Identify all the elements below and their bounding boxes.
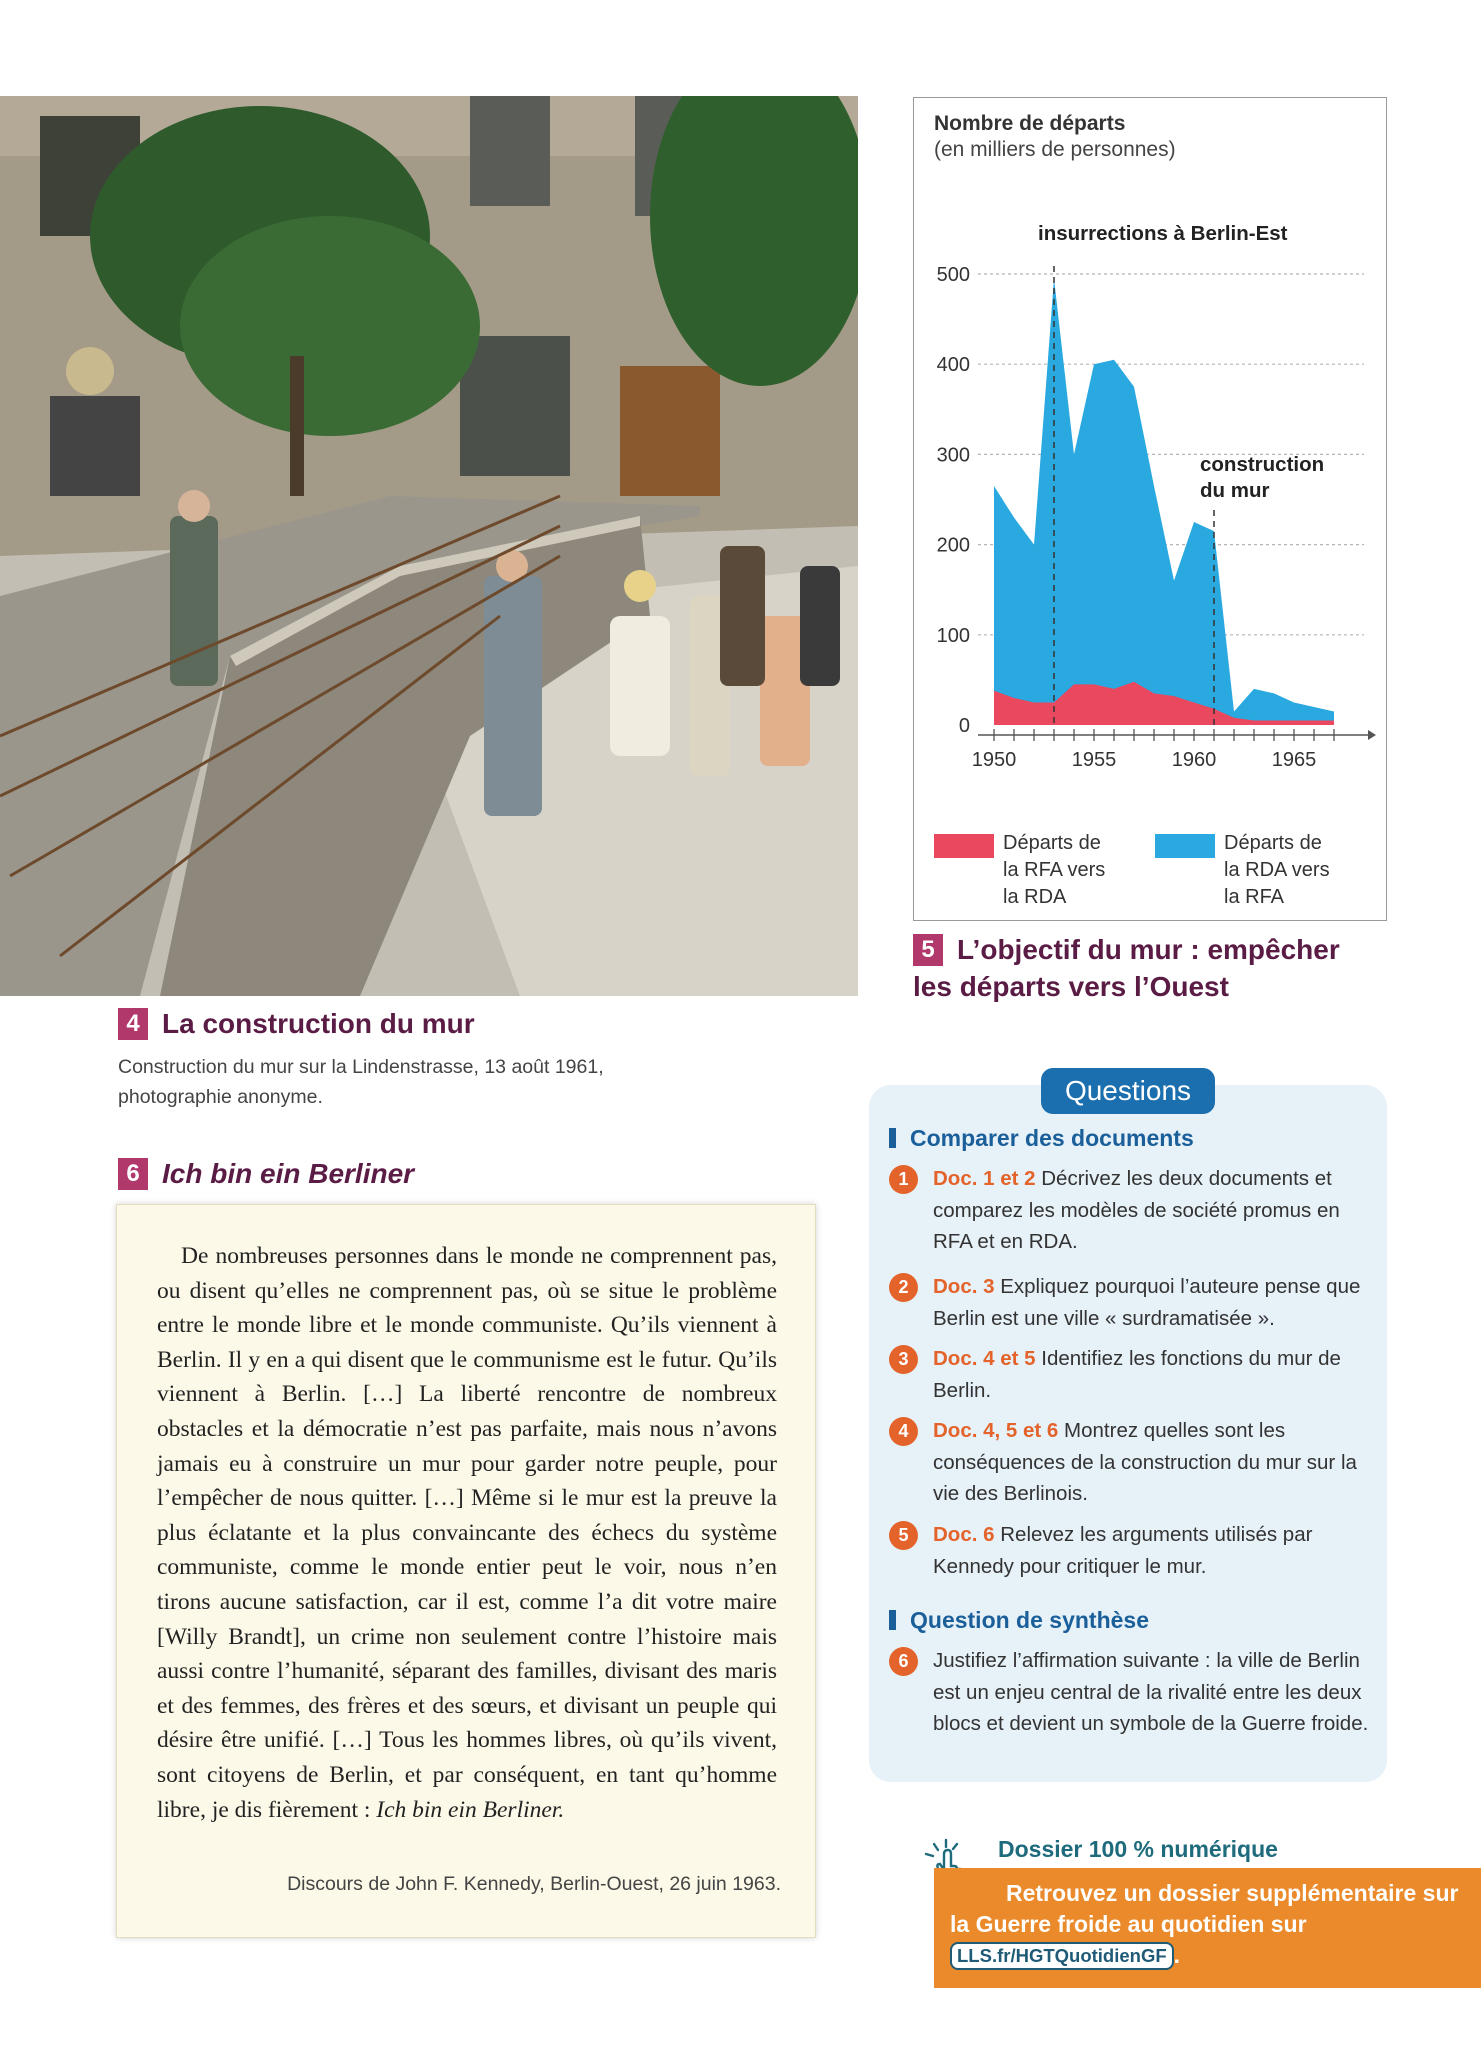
speech-text-main: De nombreuses personnes dans le monde ne comprennent pas, ou disent qu’elles ne comprennent pas, où se situe le problème entre le monde libre et le monde communiste. Qu’ils viennent à Berlin. Il y en a qui disent que le communisme est le futur. Qu’ils viennent à Berlin. […] La liberté rencontre de nombreux obstacles et la démocratie n’est pas parfaite, mais nous n’avons jamais eu à construire un mur pour garder notre peuple, pour l’empêcher de nous quitter. […] Même si le mur est la preuve la plus éclatante et la plus convaincante des échecs du système communiste, comme le monde entier peut le voir, nous n’en tirons aucune satisfaction, car il est, comme l’a dit votre maire [Willy Brandt], un crime non seulement contre l’histoire mais aussi contre l’humanité, séparant des familles, divisant des maris et des femmes, des frères et des sœurs, et divisant un peuple qui désire être unifié. […] Tous les hommes libres, où qu’ils vivent, sont citoyens de Berlin, et par conséquent, en tant qu’homme libre, je dis fièrement : [157, 1243, 777, 1823]
legend-swatch-rfa-rda [934, 834, 994, 858]
question-item [889, 1415, 1379, 1510]
x-axis-arrow [1368, 730, 1376, 740]
annotation-label: insurrections à Berlin-Est [1038, 222, 1288, 245]
photo-berlin-wall-construction [0, 96, 858, 996]
dossier-link[interactable]: LLS.fr/HGTQuotidienGF [950, 1942, 1174, 1970]
doc6-number-badge: 6 [118, 1158, 148, 1190]
question-text: Montrez quelles sont les conséquences de la construction du mur sur la vie des Berlinois. [933, 1419, 1357, 1505]
section-compare-documents: Comparer des documents [889, 1125, 1194, 1152]
synthesis-question [889, 1645, 1379, 1740]
question-number: 2 [889, 1273, 918, 1302]
questions-badge: Questions [1041, 1068, 1215, 1114]
y-tick-label: 200 [936, 534, 970, 557]
y-tick-label: 0 [958, 715, 970, 737]
chart-subtitle: (en milliers de personnes) [934, 138, 1176, 161]
question-text: Identifiez les fonctions du mur de Berlin. [933, 1347, 1341, 1402]
question-text: Décrivez les deux documents et comparez les modèles de société promus en RFA et en RDA. [933, 1167, 1340, 1253]
speech-text-end: Ich bin ein Berliner. [376, 1796, 565, 1823]
question-doc-ref: Doc. 1 et 2 [933, 1167, 1036, 1190]
questions-panel [869, 1075, 1387, 1782]
y-tick-label: 300 [936, 444, 970, 467]
legend-swatch-rda-rfa [1155, 834, 1215, 858]
question-item [889, 1343, 1379, 1406]
annotation-label: construction du mur [1200, 453, 1325, 502]
legend-label-rda-rfa: Départs de la RDA vers la RFA [1224, 832, 1330, 908]
x-tick-label: 1965 [1271, 749, 1317, 771]
section-synthesis: Question de synthèse [889, 1607, 1149, 1634]
doc4-number-badge: 4 [118, 1008, 148, 1040]
departures-chart [913, 97, 1387, 921]
chart-plot [914, 98, 1388, 922]
question-item [889, 1519, 1379, 1582]
doc5-number-badge: 5 [913, 934, 943, 966]
question-item [889, 1271, 1379, 1334]
question-text: Expliquez pourquoi l’auteure pense que Berlin est une ville « surdramatisée ». [933, 1275, 1361, 1330]
question-number: 5 [889, 1521, 918, 1550]
dossier-title: Dossier 100 % numérique [998, 1836, 1278, 1862]
question-item [889, 1163, 1379, 1258]
question-doc-ref: Doc. 3 [933, 1275, 995, 1298]
question-text: Justifiez l’affirmation suivante : la ville de Berlin est un enjeu central de la rivalité entre les deux blocs et devient un symbole de la Guerre froide. [933, 1649, 1369, 1735]
question-number: 4 [889, 1417, 918, 1446]
legend-label-rfa-rda: Départs de la RFA vers la RDA [1003, 832, 1106, 908]
x-tick-label: 1960 [1171, 749, 1217, 771]
doc6-title: Ich bin ein Berliner [162, 1158, 415, 1189]
question-doc-ref: Doc. 4, 5 et 6 [933, 1419, 1059, 1442]
kennedy-speech-excerpt [116, 1204, 816, 1938]
speech-source: Discours de John F. Kennedy, Berlin-Ouest, 26 juin 1963. [287, 1873, 781, 1895]
area-rda-to-rfa [994, 279, 1334, 725]
speech-text [157, 1239, 777, 1827]
doc5-title-line2: les départs vers l’Ouest [913, 971, 1229, 1002]
y-tick-label: 100 [936, 624, 970, 647]
chart-title: Nombre de départs [934, 112, 1126, 135]
y-tick-label: 400 [936, 354, 970, 377]
dossier-text: Retrouvez un dossier supplémentaire sur la Guerre froide au quotidien sur LLS.fr/HGTQuotidienGF . [950, 1880, 1459, 1968]
doc5-heading [913, 932, 1393, 1006]
x-tick-label: 1950 [971, 749, 1017, 771]
y-tick-label: 500 [936, 264, 970, 286]
doc4-title: La construction du mur [162, 1008, 475, 1039]
question-text: Relevez les arguments utilisés par Kennedy pour critiquer le mur. [933, 1523, 1313, 1578]
question-doc-ref: Doc. 4 et 5 [933, 1347, 1036, 1370]
doc4-heading [118, 1008, 475, 1040]
question-doc-ref: Doc. 6 [933, 1523, 995, 1546]
doc5-title-line1: L’objectif du mur : empêcher [957, 934, 1340, 965]
dossier-callout [934, 1868, 1481, 1988]
question-number: 3 [889, 1345, 918, 1374]
question-number: 1 [889, 1165, 918, 1194]
doc4-caption: Construction du mur sur la Lindenstrasse, 13 août 1961, photographie anonyme. [118, 1056, 604, 1108]
question-number: 6 [889, 1647, 918, 1676]
doc6-heading [118, 1158, 414, 1190]
x-tick-label: 1955 [1071, 749, 1117, 771]
